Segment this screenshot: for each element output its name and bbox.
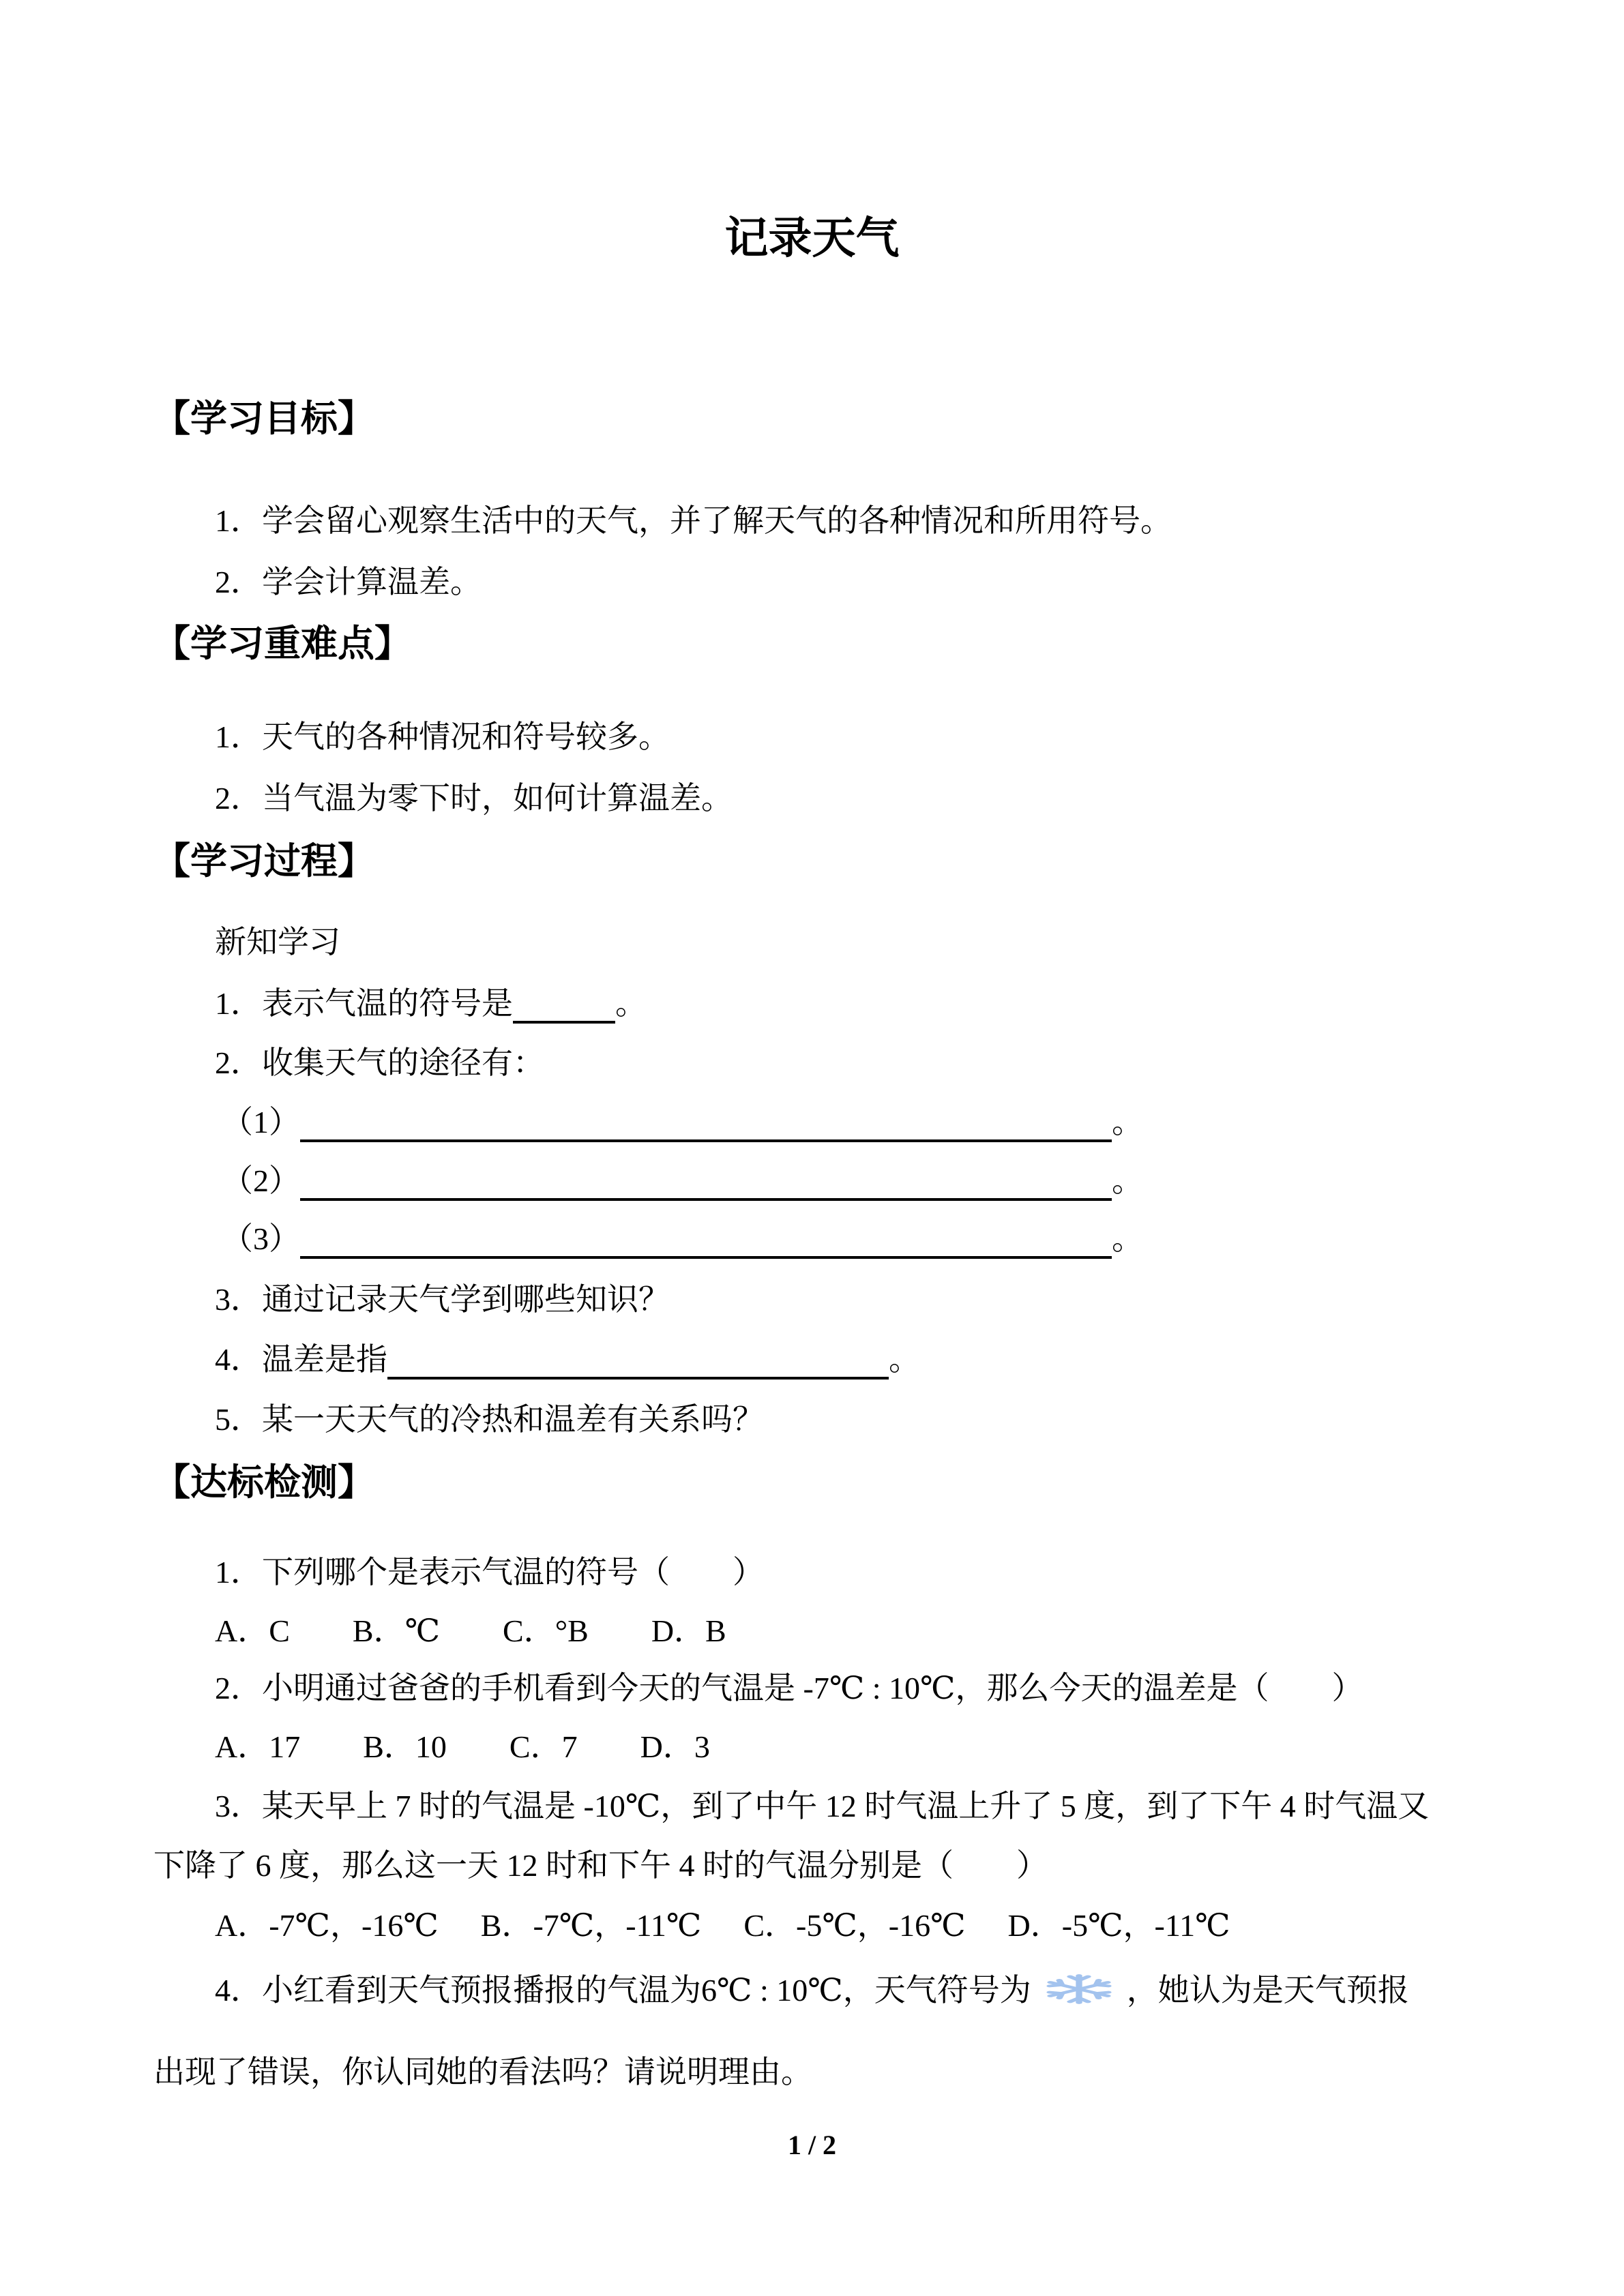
question-text: 1．表示气温的符号是 [215, 986, 513, 1021]
section-heading-objectives: 【学习目标】 [153, 398, 374, 439]
process-question-2: 2．收集天气的途径有： [215, 1045, 544, 1080]
key-point-item-2: 2．当气温为零下时，如何计算温差。 [215, 781, 733, 816]
option-c: C．7 [509, 1729, 578, 1764]
process-question-4 [215, 1342, 920, 1380]
option-a: A．C [215, 1613, 290, 1648]
assessment-question-2: 2．小明通过爸爸的手机看到今天的气温是 -7℃ : 10℃，那么今天的温差是（ ） [215, 1671, 1363, 1705]
section-heading-process: 【学习过程】 [153, 841, 374, 882]
assessment-question-2-options [215, 1729, 773, 1765]
option-a: A．17 [215, 1729, 301, 1764]
option-b: B．10 [363, 1729, 447, 1764]
period: 。 [1112, 1163, 1143, 1198]
option-c: C．°B [503, 1613, 589, 1648]
option-d: D．B [651, 1613, 726, 1648]
answer-blank [387, 1356, 889, 1380]
blank-line-2 [222, 1163, 1143, 1201]
assessment-question-3-options [215, 1908, 1273, 1944]
blank-line-3 [222, 1221, 1143, 1259]
item-label: （1） [222, 1105, 300, 1139]
process-question-3: 3．通过记录天气学到哪些知识？ [215, 1282, 670, 1317]
question-text: 4．小红看到天气预报播报的气温为6℃ : 10℃，天气符号为 [215, 1973, 1031, 2008]
assessment-question-3-line-2: 下降了 6 度，那么这一天 12 时和下午 4 时的气温分别是（ ） [153, 1848, 1048, 1883]
option-d: D．3 [640, 1729, 710, 1764]
page-number: 1 / 2 [787, 2130, 837, 2160]
option-a: A．-7℃，-16℃ [215, 1908, 439, 1943]
option-d: D．-5℃，-11℃ [1007, 1908, 1230, 1943]
key-point-item-1: 1．天气的各种情况和符号较多。 [215, 719, 670, 754]
page-title: 记录天气 [724, 214, 900, 263]
answer-blank [513, 1000, 615, 1024]
option-b: B．-7℃，-11℃ [480, 1908, 702, 1943]
assessment-question-3-line-1: 3．某天早上 7 时的气温是 -10℃，到了中午 12 时气温上升了 5 度，到了下午 4 时气温又 [215, 1789, 1430, 1823]
period: 。 [889, 1342, 920, 1377]
option-b: B．℃ [352, 1613, 441, 1648]
process-question-1 [215, 986, 647, 1024]
assessment-question-4-line-2: 出现了错误，你认同她的看法吗？请说明理由。 [153, 2055, 812, 2089]
section-heading-key-points: 【学习重难点】 [153, 623, 411, 664]
assessment-question-1-options [215, 1613, 789, 1650]
answer-blank [300, 1119, 1112, 1142]
objective-item-2: 2．学会计算温差。 [215, 565, 482, 599]
item-label: （3） [222, 1221, 300, 1256]
answer-blank [300, 1236, 1112, 1259]
period: 。 [1112, 1221, 1143, 1256]
item-label: （2） [222, 1163, 300, 1198]
question-text: 4．温差是指 [215, 1342, 387, 1377]
process-question-5: 5．某一天天气的冷热和温差有关系吗？ [215, 1402, 764, 1437]
answer-blank [300, 1178, 1112, 1201]
snowflake-icon [1041, 1973, 1117, 2005]
blank-line-1 [222, 1105, 1143, 1142]
section-heading-assessment: 【达标检测】 [153, 1462, 374, 1503]
period: 。 [615, 986, 647, 1021]
option-c: C．-5℃，-16℃ [743, 1908, 966, 1943]
assessment-question-1: 1．下列哪个是表示气温的符号（ ） [215, 1555, 764, 1590]
assessment-question-4-line-1 [215, 1973, 1409, 2009]
period: 。 [1112, 1105, 1143, 1139]
process-subheading: 新知学习 [215, 925, 340, 959]
question-text: ，她认为是天气预报 [1126, 1973, 1409, 2008]
objective-item-1: 1．学会留心观察生活中的天气，并了解天气的各种情况和所用符号。 [215, 503, 1172, 538]
